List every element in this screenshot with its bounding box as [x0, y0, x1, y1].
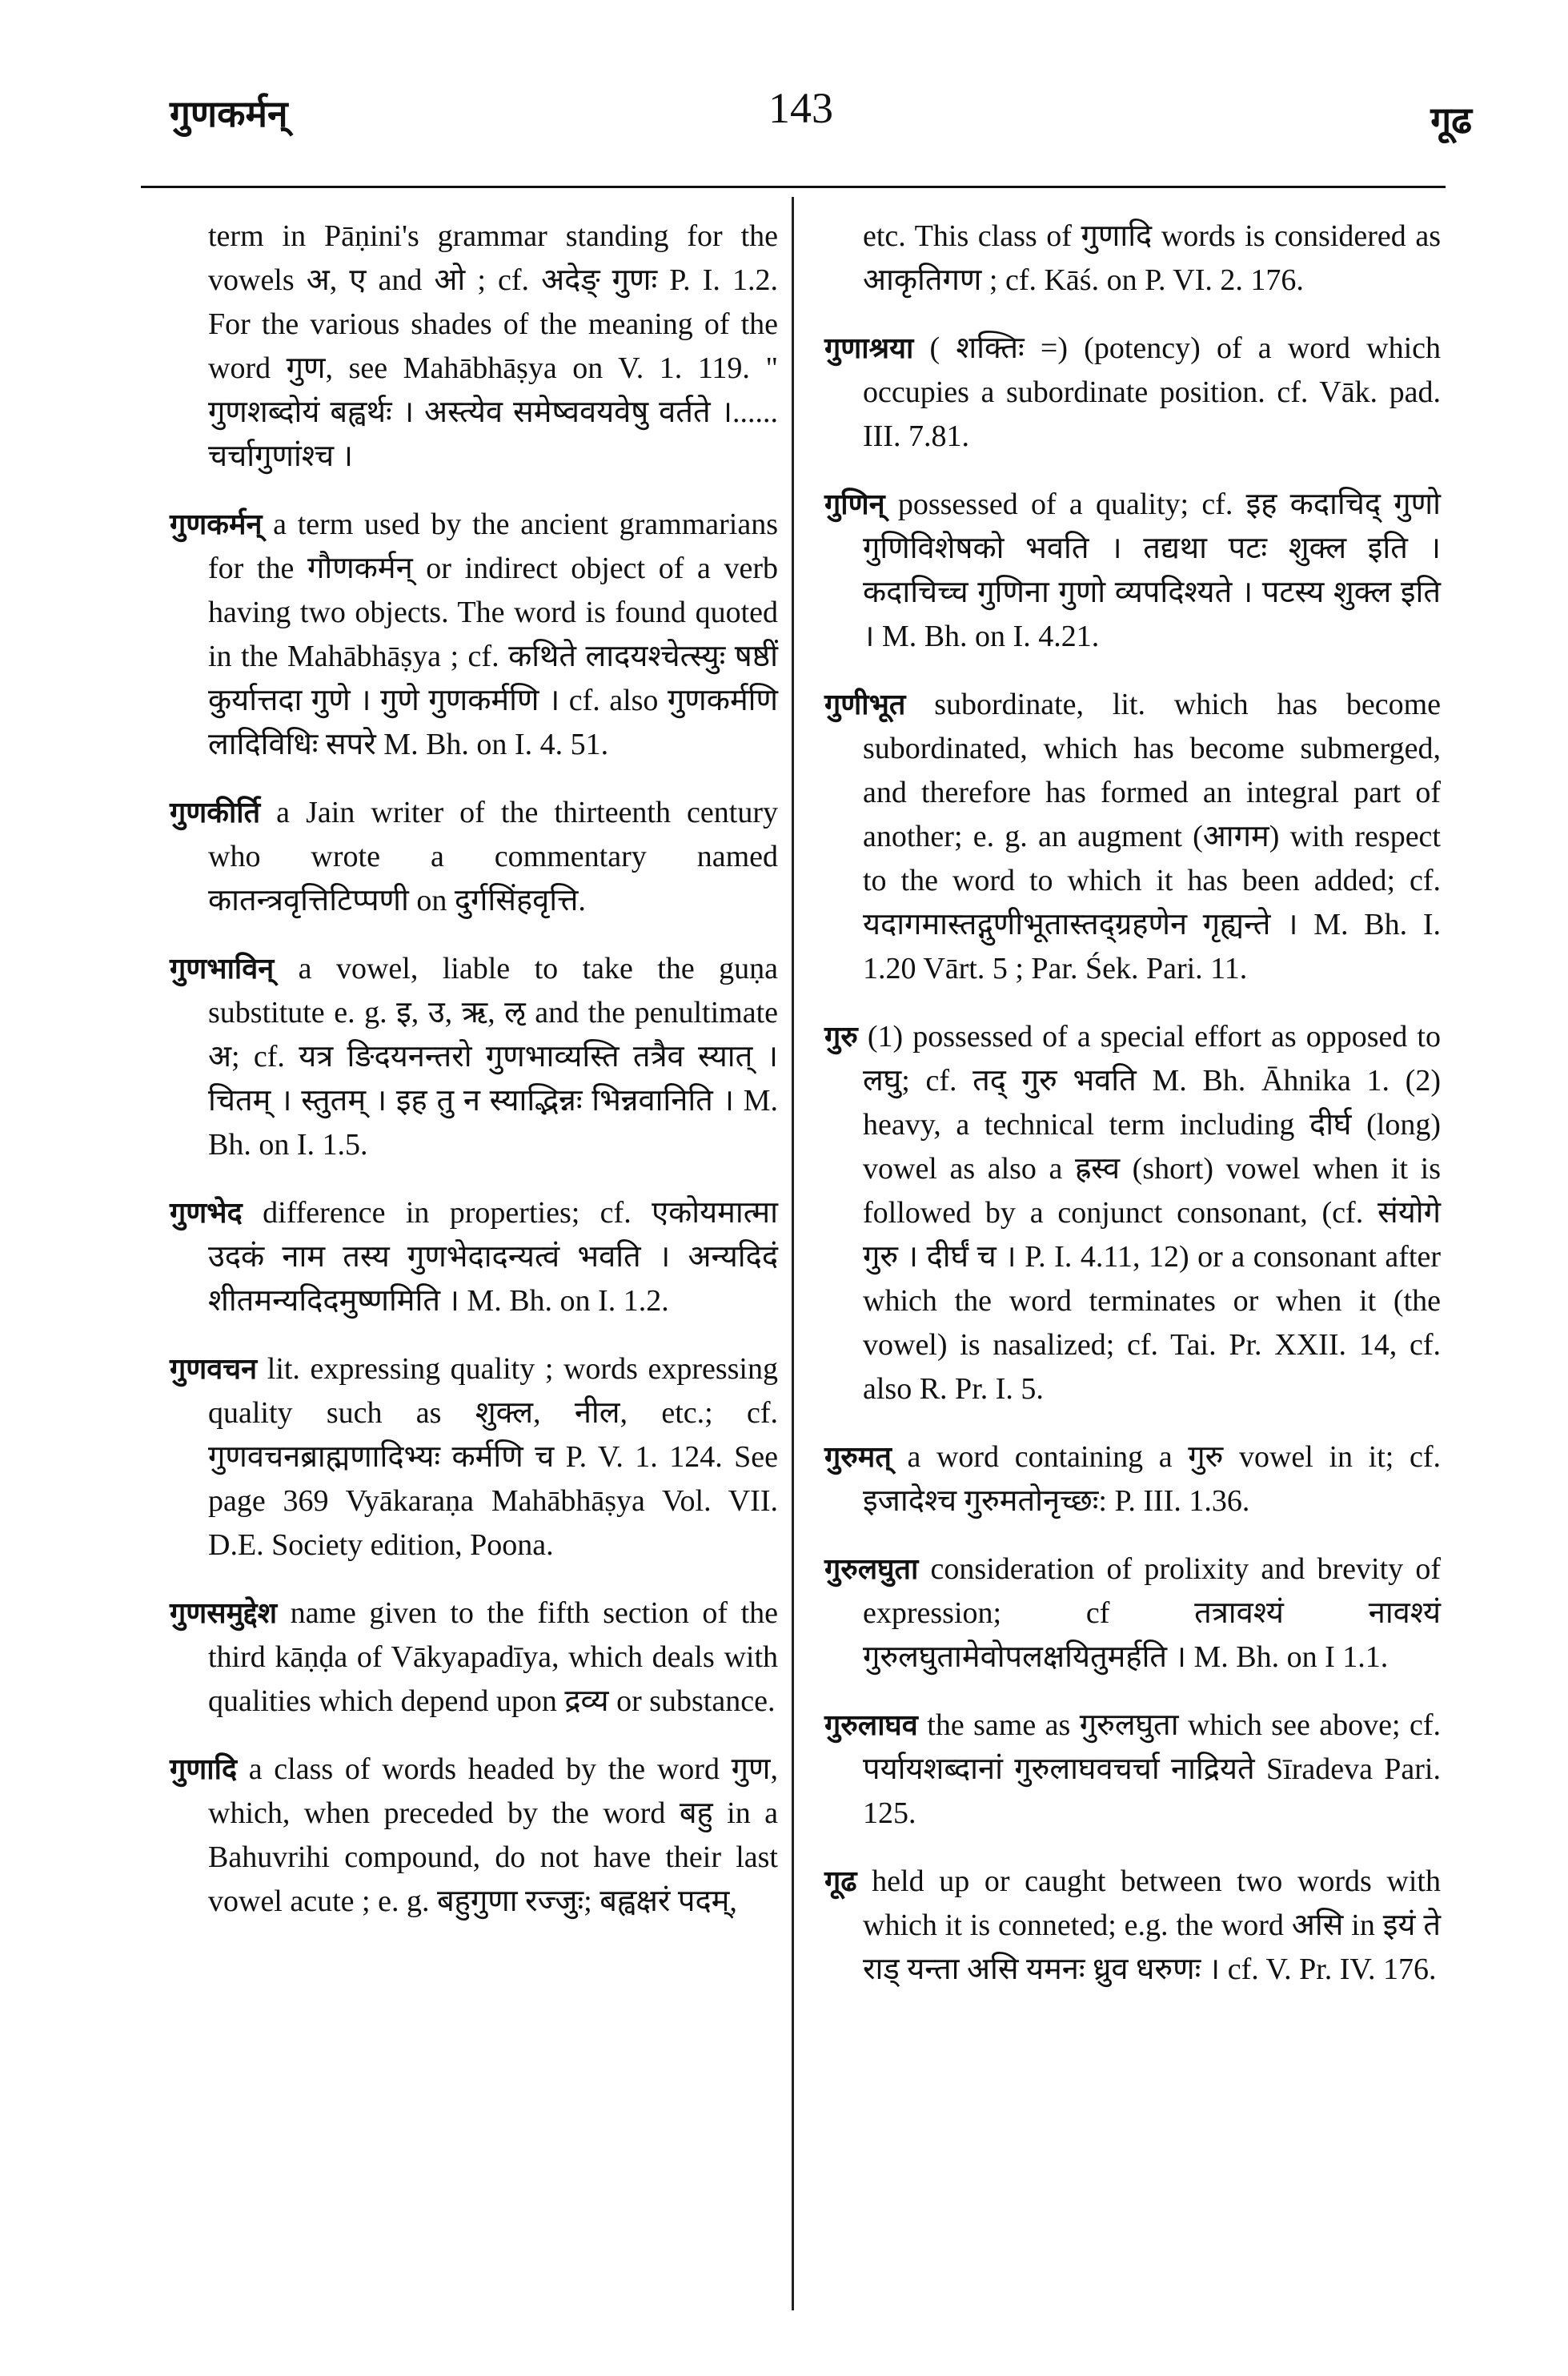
dictionary-entry: गूढ held up or caught between two words with which it is conneted; e.g. the word असि in इयं ते राड् यन्ता असि यमनः ध्रुव धरुणः । cf. V. Pr. IV. 176.	[824, 1864, 1441, 1986]
dictionary-entry: गुणकीर्ति a Jain writer of the thirteenth century who wrote a commentary named कातन्त्रवृत्तिटिप्पणी on दुर्गसिंहवृत्ति.	[170, 796, 778, 917]
entry-headword: गुणादि	[170, 1752, 238, 1786]
dictionary-entry: गुणवचन lit. expressing quality ; words expressing quality such as शुक्ल, नील, etc.; cf. गुणवचनब्राह्मणादिभ्यः कर्मणि च P. V. 1. 124. See page 369 Vyākaraṇa Mahābhāṣya Vol. VII. D.E. Society edition, Poona.	[170, 1352, 778, 1562]
dictionary-entry: गुणिन् possessed of a quality; cf. इह कदाचिद् गुणो गुणिविशेषको भवति । तद्यथा पटः शुक्ल इति । कदाचिच्च गुणिना गुणो व्यपदिश्यते । पटस्य शुक्ल इति । M. Bh. on I. 4.21.	[824, 488, 1441, 653]
entry-headword: गुणभेद	[170, 1196, 243, 1230]
entry-headword: गूढ	[824, 1864, 857, 1898]
dictionary-entry: गुरुलघुता consideration of prolixity and brevity of expression; cf तत्रावश्यं नावश्यं गुरुलघुतामेवोपलक्षयितुमर्हति । M. Bh. on I 1.1.	[824, 1552, 1441, 1674]
dictionary-entry: गुणभाविन् a vowel, liable to take the guṇa substitute e. g. इ, उ, ऋ, ऌ and the penultimate अ; cf. यत्र ङिदयनन्तरो गुणभाव्यस्ति तत्रैव स्यात् । चितम् । स्तुतम् । इह तु न स्याद्भिन्नः भिन्नवानिति । M. Bh. on I. 1.5.	[170, 952, 778, 1162]
dictionary-entry: गुरुलाघव the same as गुरुलघुता which see above; cf. पर्यायशब्दानां गुरुलाघवचर्चा नाद्रियते Sīradeva Pari. 125.	[824, 1708, 1441, 1830]
header-left-guideword: गुणकर्मन्	[170, 92, 288, 135]
page-header	[0, 84, 1568, 160]
entry-continuation: term in Pāṇini's grammar standing for the vowels अ, ए and ओ ; cf. अदेङ् गुणः P. I. 1.2. For the various shades of the meaning of the word गुण, see Mahābhāṣya on V. 1. 119. " गुणशब्दोयं बह्वर्थः । अस्त्येव समेष्ववयवेषु वर्तते ।...... चर्चागुणांश्च ।	[208, 219, 778, 473]
entry-headword: गुरु	[824, 1020, 858, 1054]
entry-headword: गुरुलघुता	[824, 1552, 919, 1586]
entry-headword: गुणभाविन्	[170, 952, 275, 985]
entry-headword: गुणकर्मन्	[170, 508, 263, 541]
entry-headword: गुणकीर्ति	[170, 796, 261, 829]
entry-headword: गुरुमत्	[824, 1440, 892, 1474]
dictionary-entry: गुणसमुद्देश name given to the fifth section of the third kāṇḍa of Vākyapadīya, which deals with qualities which depend upon द्रव्य or substance.	[170, 1596, 778, 1718]
header-rule	[141, 186, 1446, 188]
entry-headword: गुणाश्रया	[824, 331, 914, 365]
dictionary-entry: गुरुमत् a word containing a गुरु vowel in it; cf. इजादेश्च गुरुमतोनृच्छः: P. III. 1.36.	[824, 1440, 1441, 1518]
dictionary-entry: गुणीभूत subordinate, lit. which has become subordinated, which has become submerged, and therefore has formed an integral part of another; e. g. an augment (आगम) with respect to the word to which it has been added; cf. यदागमास्तद्गुणीभूतास्तद्ग्रहणेन गृह्यन्ते । M. Bh. I. 1.20 Vārt. 5 ; Par. Śek. Pari. 11.	[824, 688, 1441, 985]
dictionary-entry: गुणाश्रया ( शक्तिः =) (potency) of a word which occupies a subordinate position. cf. Vāk. pad. III. 7.81.	[824, 331, 1441, 453]
page-number: 143	[768, 84, 833, 132]
header-right-guideword: गूढ	[1430, 98, 1472, 142]
left-column	[170, 215, 778, 1948]
entry-headword: गुरुलाघव	[824, 1708, 918, 1742]
dictionary-entry: गुणादि a class of words headed by the word गुण, which, when preceded by the word बहु in a Bahuvrihi compound, do not have their last vowel acute ; e. g. बहुगुणा रज्जुः; बह्वक्षरं पदम्,	[170, 1752, 778, 1918]
dictionary-entry: गुणकर्मन् a term used by the ancient grammarians for the गौणकर्मन् or indirect object of a verb having two objects. The word is found quoted in the Mahābhāṣya ; cf. कथिते लादयश्चेत्स्युः षष्ठीं कुर्यात्तदा गुणे । गुणे गुणकर्मणि । cf. also गुणकर्मणि लादिविधिः सपरे M. Bh. on I. 4. 51.	[170, 508, 778, 761]
entry-headword: गुणीभूत	[824, 688, 906, 721]
entry-continuation: etc. This class of गुणादि words is considered as आकृतिगण ; cf. Kāś. on P. VI. 2. 176.	[863, 219, 1441, 297]
column-divider	[792, 197, 794, 2310]
right-column	[824, 215, 1441, 2016]
entry-headword: गुणवचन	[170, 1352, 258, 1386]
dictionary-entry: गुणभेद difference in properties; cf. एकोयमात्मा उदकं नाम तस्य गुणभेदादन्यत्वं भवति । अन्यदिदं शीतमन्यदिदमुष्णमिति । M. Bh. on I. 1.2.	[170, 1196, 778, 1318]
entry-headword: गुणसमुद्देश	[170, 1596, 278, 1630]
dictionary-entry: गुरु (1) possessed of a special effort as opposed to लघु; cf. तद् गुरु भवति M. Bh. Āhnika 1. (2) heavy, a technical term including दीर्घ (long) vowel as also a ह्रस्व (short) vowel when it is followed by a conjunct consonant, (cf. संयोगे गुरु । दीर्घं च । P. I. 4.11, 12) or a consonant after which the word terminates or when it (the vowel) is nasalized; cf. Tai. Pr. XXII. 14, cf. also R. Pr. I. 5.	[824, 1020, 1441, 1406]
entry-headword: गुणिन्	[824, 488, 885, 521]
